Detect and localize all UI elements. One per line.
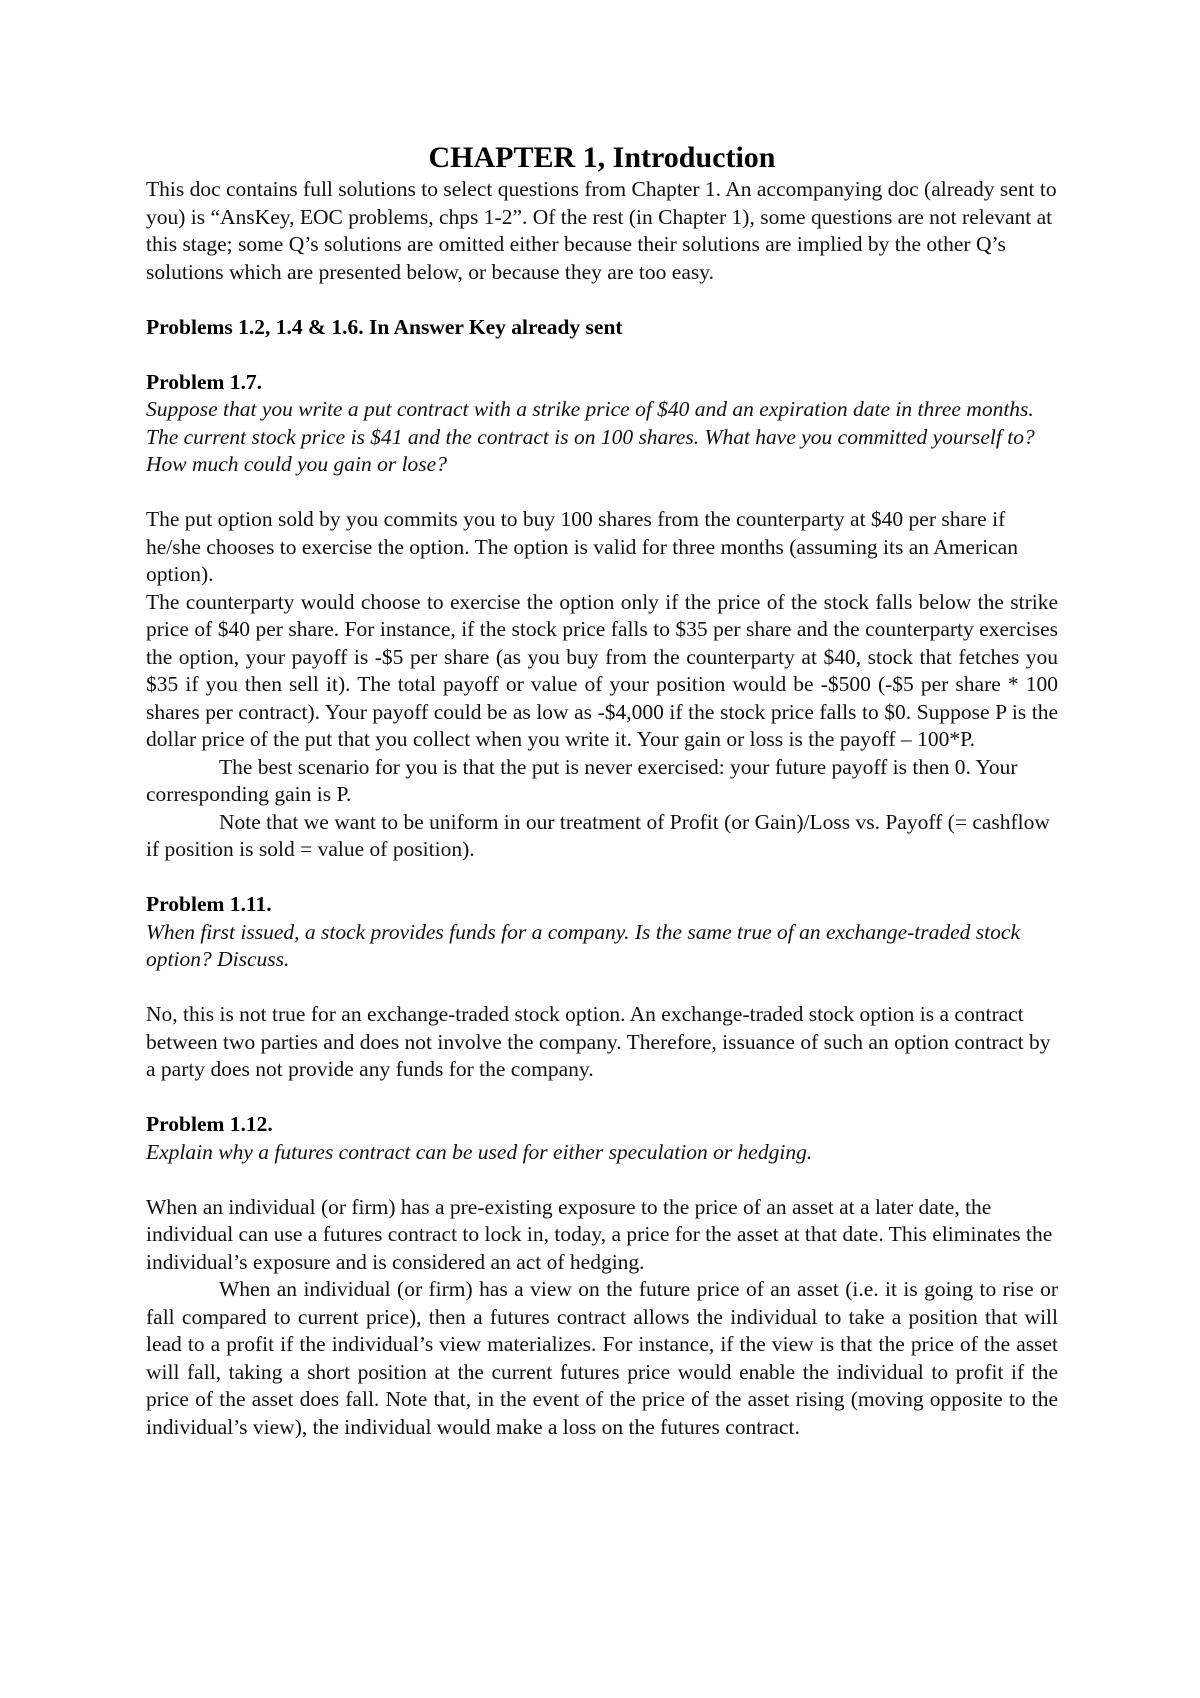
problem-1-7-heading: Problem 1.7. xyxy=(146,369,263,394)
problem-1-12-question: Explain why a futures contract can be used for either speculation or hedging. xyxy=(146,1139,813,1164)
problem-1-12-answer-paragraph: When an individual (or firm) has a view on the future price of an asset (i.e. it is going to rise or fall compared to current price), then a futures contract allows the individual to take a position that will lead to a profit if the individual’s view materializes. For instance, if the view is that the price of the asset will fall, taking a short position at the current futures price would enable the individual to profit if the price of the asset does fall. Note that, in the event of the price of the asset rising (moving opposite to the individual’s view), the individual would make a loss on the futures contract. xyxy=(146,1277,1058,1439)
problem-1-11-question: When first issued, a stock provides funds for a company. Is the same true of an exchange-traded stock option? Discuss. xyxy=(146,919,1020,971)
problem-1-7-question: Suppose that you write a put contract with a strike price of $40 and an expiration date in three months. The current stock price is $41 and the contract is on 100 shares. What have you committed yourself to? How much could you gain or lose? xyxy=(146,397,1035,476)
answer-key-note: Problems 1.2, 1.4 & 1.6. In Answer Key already sent xyxy=(146,314,623,339)
page-title: CHAPTER 1, Introduction xyxy=(428,141,776,174)
problem-1-11-section xyxy=(146,891,1058,1084)
problem-1-12-section xyxy=(146,1111,1058,1441)
intro-paragraph: This doc contains full solutions to select questions from Chapter 1. An accompanying doc (already sent to you) is “AnsKey, EOC problems, chps 1-2”. Of the rest (in Chapter 1), some questions are not relevant at this stage; some Q’s solutions are omitted either because their solutions are implied by the other Q’s solutions which are presented below, or because they are too easy. xyxy=(146,177,1057,284)
spacer xyxy=(146,864,1058,892)
spacer xyxy=(146,286,1058,314)
problem-1-12-answer-paragraph: When an individual (or firm) has a pre-existing exposure to the price of an asset at a later date, the individual can use a futures contract to lock in, today, a price for the asset at that date. This eliminates the individual’s exposure and is considered an act of hedging. xyxy=(146,1194,1053,1274)
problem-1-7-answer-paragraph: The best scenario for you is that the put is never exercised: your future payoff is then 0. Your corresponding gain is P. xyxy=(146,754,1018,806)
problem-1-11-heading: Problem 1.11. xyxy=(146,892,272,916)
document-body xyxy=(146,140,1058,1441)
spacer xyxy=(146,479,1058,507)
spacer xyxy=(146,1084,1058,1112)
spacer xyxy=(146,974,1058,1002)
problem-1-12-heading: Problem 1.12. xyxy=(146,1112,273,1136)
problem-1-7-section xyxy=(146,369,1058,864)
problem-1-7-answer-paragraph: The counterparty would choose to exercise the option only if the price of the stock falls below the strike price of $40 per share. For instance, if the stock price falls to $35 per share and the counterparty exercises the option, your payoff is -$5 per share (as you buy from the counterparty at $40, stock that fetches you $35 if you then sell it). The total payoff or value of your position would be -$500 (-$5 per share * 100 shares per contract). Your payoff could be as low as -$4,000 if the stock price falls to $0. Suppose P is the dollar price of the put that you collect when you write it. Your gain or loss is the payoff – 100*P. xyxy=(146,589,1058,751)
problem-1-7-answer-paragraph: Note that we want to be uniform in our treatment of Profit (or Gain)/Loss vs. Payoff (= cashflow if position is sold = value of position). xyxy=(146,809,1050,861)
problem-1-7-answer-paragraph: The put option sold by you commits you to buy 100 shares from the counterparty at $40 per share if he/she chooses to exercise the option. The option is valid for three months (assuming its an American option). xyxy=(146,507,1018,586)
problem-1-11-answer-paragraph: No, this is not true for an exchange-traded stock option. An exchange-traded stock option is a contract between two parties and does not involve the company. Therefore, issuance of such an option contract by a party does not provide any funds for the company. xyxy=(146,1002,1051,1081)
spacer xyxy=(146,1166,1058,1194)
spacer xyxy=(146,341,1058,369)
